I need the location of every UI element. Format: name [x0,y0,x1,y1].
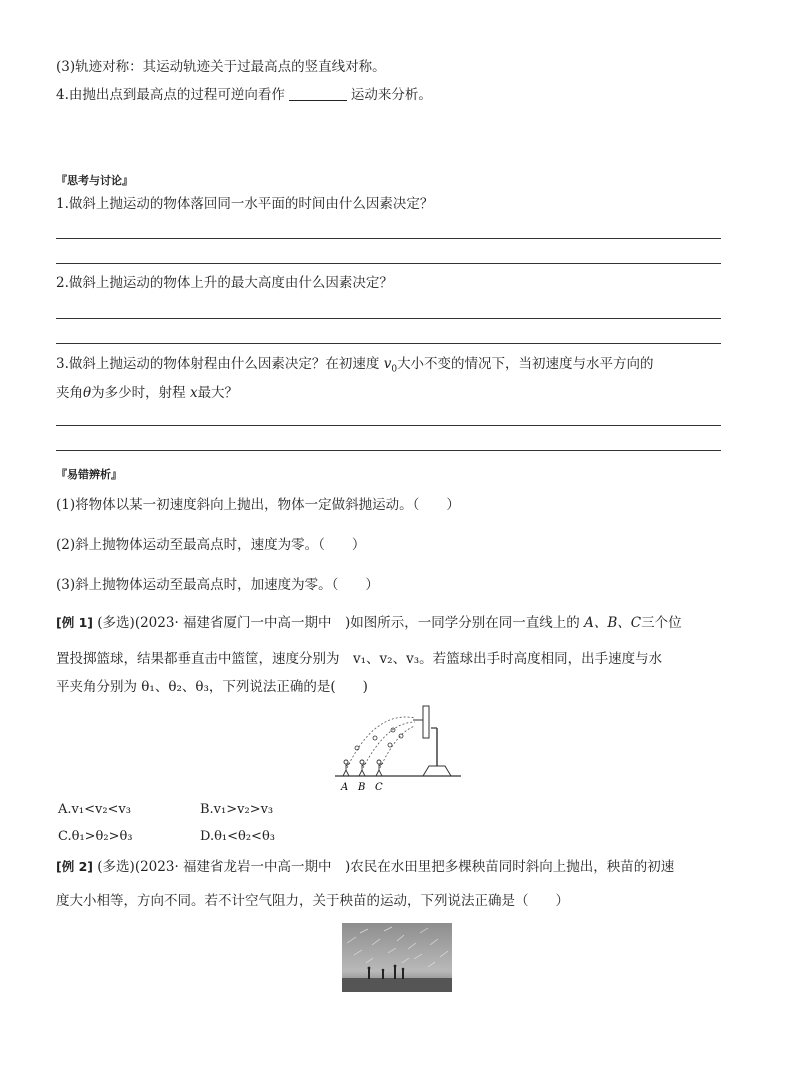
answer-line [56,343,721,344]
trajectory-b [363,722,415,768]
answer-line [56,238,721,239]
question-1: 1.做斜上抛运动的物体落回同一水平面的时间由什么因素决定？ [56,196,434,212]
section-title-error-analysis: 『易错辨析』 [56,468,122,481]
player-b [359,760,366,776]
label-b: B [358,782,366,793]
label-c: C [375,782,383,793]
example-2-line-2: 度大小相等，方向不同。若不计空气阻力，关于秧苗的运动，下列说法正确是（ ） [56,893,569,909]
judgement-item-2: (2)斜上抛物体运动至最高点时，速度为零。（ ） [56,537,366,553]
fill-in-blank [289,86,347,101]
example-1-line-3: 平夹角分别为 θ₁、θ₂、θ₃，下列说法正确的是( ) [56,679,368,695]
question-3-line-1 [56,355,654,379]
rice-seedling-photo [342,923,452,992]
text-line-trajectory-symmetry: (3)轨迹对称：其运动轨迹关于过最高点的竖直线对称。 [56,59,386,75]
section-title-discussion: 『思考与讨论』 [56,174,133,187]
backboard [423,706,429,738]
text-fragment: 三个位 [641,615,682,631]
ball [388,743,392,747]
answer-line [56,450,721,451]
player-a [343,760,350,776]
text-fragment: 夹角 [56,385,83,401]
example-2-line-1 [56,858,674,876]
symbol-v: v [383,356,392,372]
answer-line [56,263,721,264]
ball [373,736,377,740]
text-fragment: 为多少时，射程 [91,385,186,401]
ball [399,734,403,738]
symbol-x: x [189,385,198,401]
subscript: 0 [391,364,398,375]
text-fragment: 3.做斜上抛运动的物体射程由什么因素决定？在初速度 [56,356,380,372]
question-2: 2.做斜上抛运动的物体上升的最大高度由什么因素决定？ [56,275,393,291]
answer-line [56,425,721,426]
example-1-line-1 [56,614,682,632]
option-d: D.θ₁<θ₂<θ₃ [200,829,275,844]
text-fragment: 最大？ [197,385,239,401]
text-line-reverse-analysis [56,86,432,104]
text-fragment: (多选)(2023· 福建省厦门一中高一期中 )如图所示，一同学分别在同一直线上的 [97,615,580,631]
option-a: A.v₁<v₂<v₃ [58,802,131,817]
answer-line [56,318,721,319]
judgement-item-1: (1)将物体以某一初速度斜向上抛出，物体一定做斜抛运动。（ ） [56,497,460,513]
judgement-item-3: (3)斜上抛物体运动至最高点时，加速度为零。（ ） [56,577,379,593]
label-a: A [341,782,349,793]
trajectory-a [347,717,415,768]
trajectory-c [380,726,415,768]
hoop-base [423,766,451,776]
example-1-tag: [例 1] [56,615,93,630]
question-3-line-2 [56,384,238,402]
example-1-line-2: 置投掷篮球，结果都垂直击中篮筐，速度分别为 v₁、v₂、v₃。若篮球出手时高度相同，出手速度与水 [56,651,663,667]
player-c [376,760,383,776]
option-b: B.v₁>v₂>v₃ [200,802,274,817]
photo-graphic [342,923,452,992]
symbol-theta: θ [83,385,92,401]
text-fragment: 运动来分析。 [350,87,432,103]
text-fragment: 大小不变的情况下，当初速度与水平方向的 [397,356,654,372]
positions-abc: A、B、C [584,615,642,631]
basketball-figure [335,700,465,795]
text-fragment: 4.由抛出点到最高点的过程可逆向看作 [56,87,285,103]
example-2-tag: [例 2] [56,859,93,874]
text-fragment: (多选)(2023· 福建省龙岩一中高一期中 )农民在水田里把多棵秧苗同时斜向上抛出，秧苗的初速 [97,859,675,875]
option-c: C.θ₁>θ₂>θ₃ [58,829,133,844]
